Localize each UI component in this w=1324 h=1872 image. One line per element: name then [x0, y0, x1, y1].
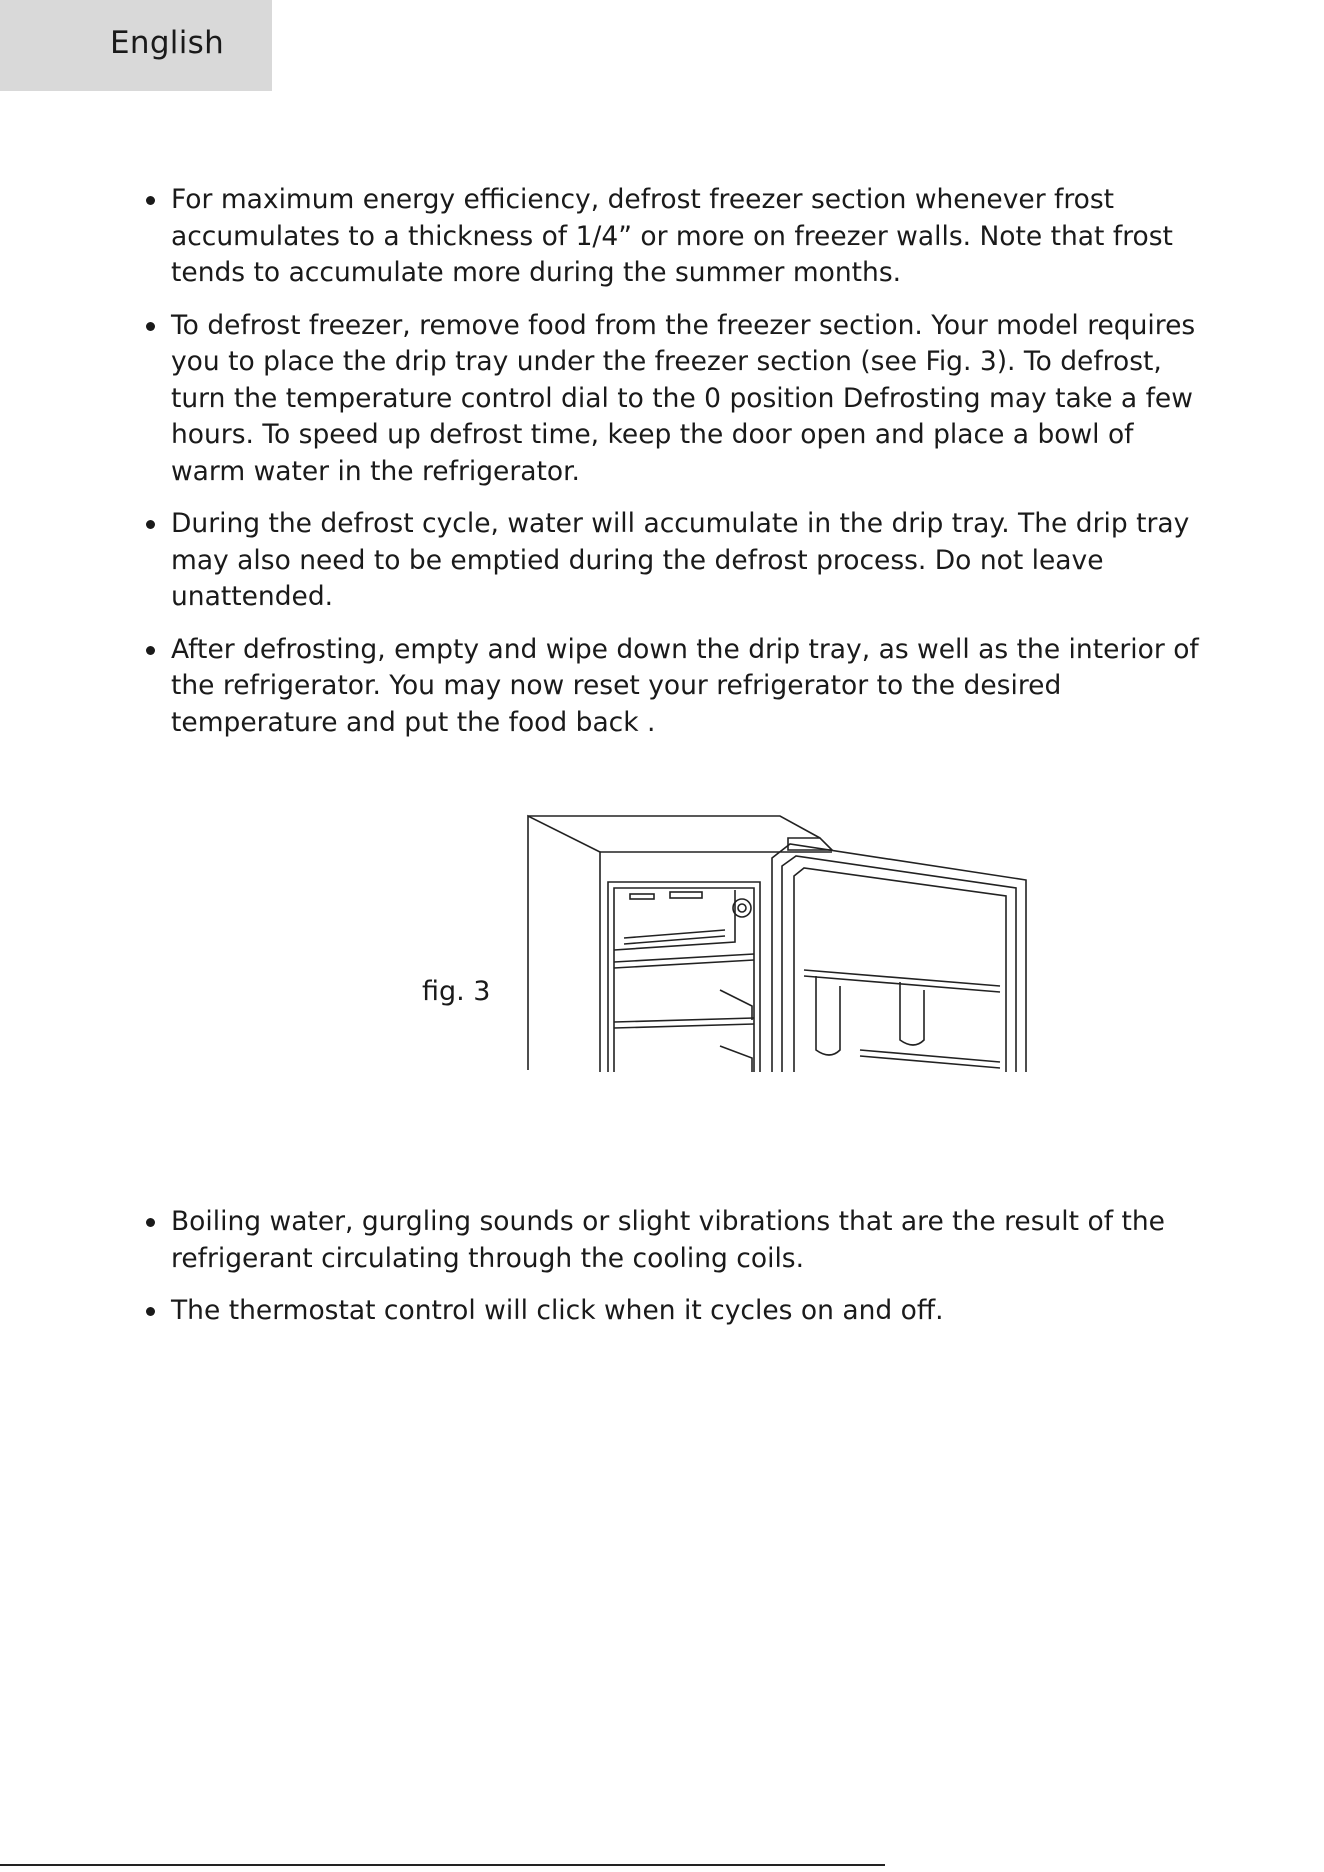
- bullet-text: During the defrost cycle, water will accumulate in the drip tray. The drip tray may also need to be emptied during the defrost process. Do not leave unattended.: [171, 508, 1190, 612]
- bullet-item: [142, 1204, 1202, 1277]
- bullet-item: [142, 632, 1202, 742]
- bullet-dot-icon: [146, 1307, 155, 1316]
- language-label: English: [110, 25, 225, 61]
- normal-sounds-list: [142, 1204, 1202, 1346]
- bullet-text: After defrosting, empty and wipe down the drip tray, as well as the interior of the refrigerator. You may now reset your refrigerator to the desired temperature and put the food back .: [171, 633, 1199, 738]
- bullet-dot-icon: [146, 322, 155, 331]
- bullet-item: [142, 182, 1202, 292]
- bullet-dot-icon: [146, 1218, 155, 1227]
- bullet-dot-icon: [146, 646, 155, 655]
- bullet-item: [142, 308, 1202, 491]
- bullet-dot-icon: [146, 196, 155, 205]
- language-tab: [0, 0, 272, 91]
- bullet-text: To defrost freezer, remove food from the freezer section. Your model requires you to place the drip tray under the freezer section (see Fig. 3). To defrost, turn the temperature control dial to the 0 position Defrosting may take a few hours. To speed up defrost time, keep the door open and place a bowl of warm water in the refrigerator.: [171, 309, 1196, 487]
- bullet-text: Boiling water, gurgling sounds or slight vibrations that are the result of the refrigerant circulating through the cooling coils.: [171, 1206, 1165, 1274]
- bullet-item: [142, 506, 1202, 616]
- bullet-text: For maximum energy efficiency, defrost freezer section whenever frost accumulates to a thickness of 1/4” or more on freezer walls. Note that frost tends to accumulate more during the summer months.: [171, 184, 1173, 288]
- bullet-dot-icon: [146, 520, 155, 529]
- bullet-text: The thermostat control will click when it cycles on and off.: [171, 1295, 944, 1326]
- refrigerator-illustration: [520, 810, 1030, 1072]
- defrost-instructions-list: [142, 182, 1202, 757]
- footer-rule: [0, 1864, 885, 1866]
- figure-label: fig. 3: [422, 976, 491, 1007]
- bullet-item: [142, 1293, 1202, 1330]
